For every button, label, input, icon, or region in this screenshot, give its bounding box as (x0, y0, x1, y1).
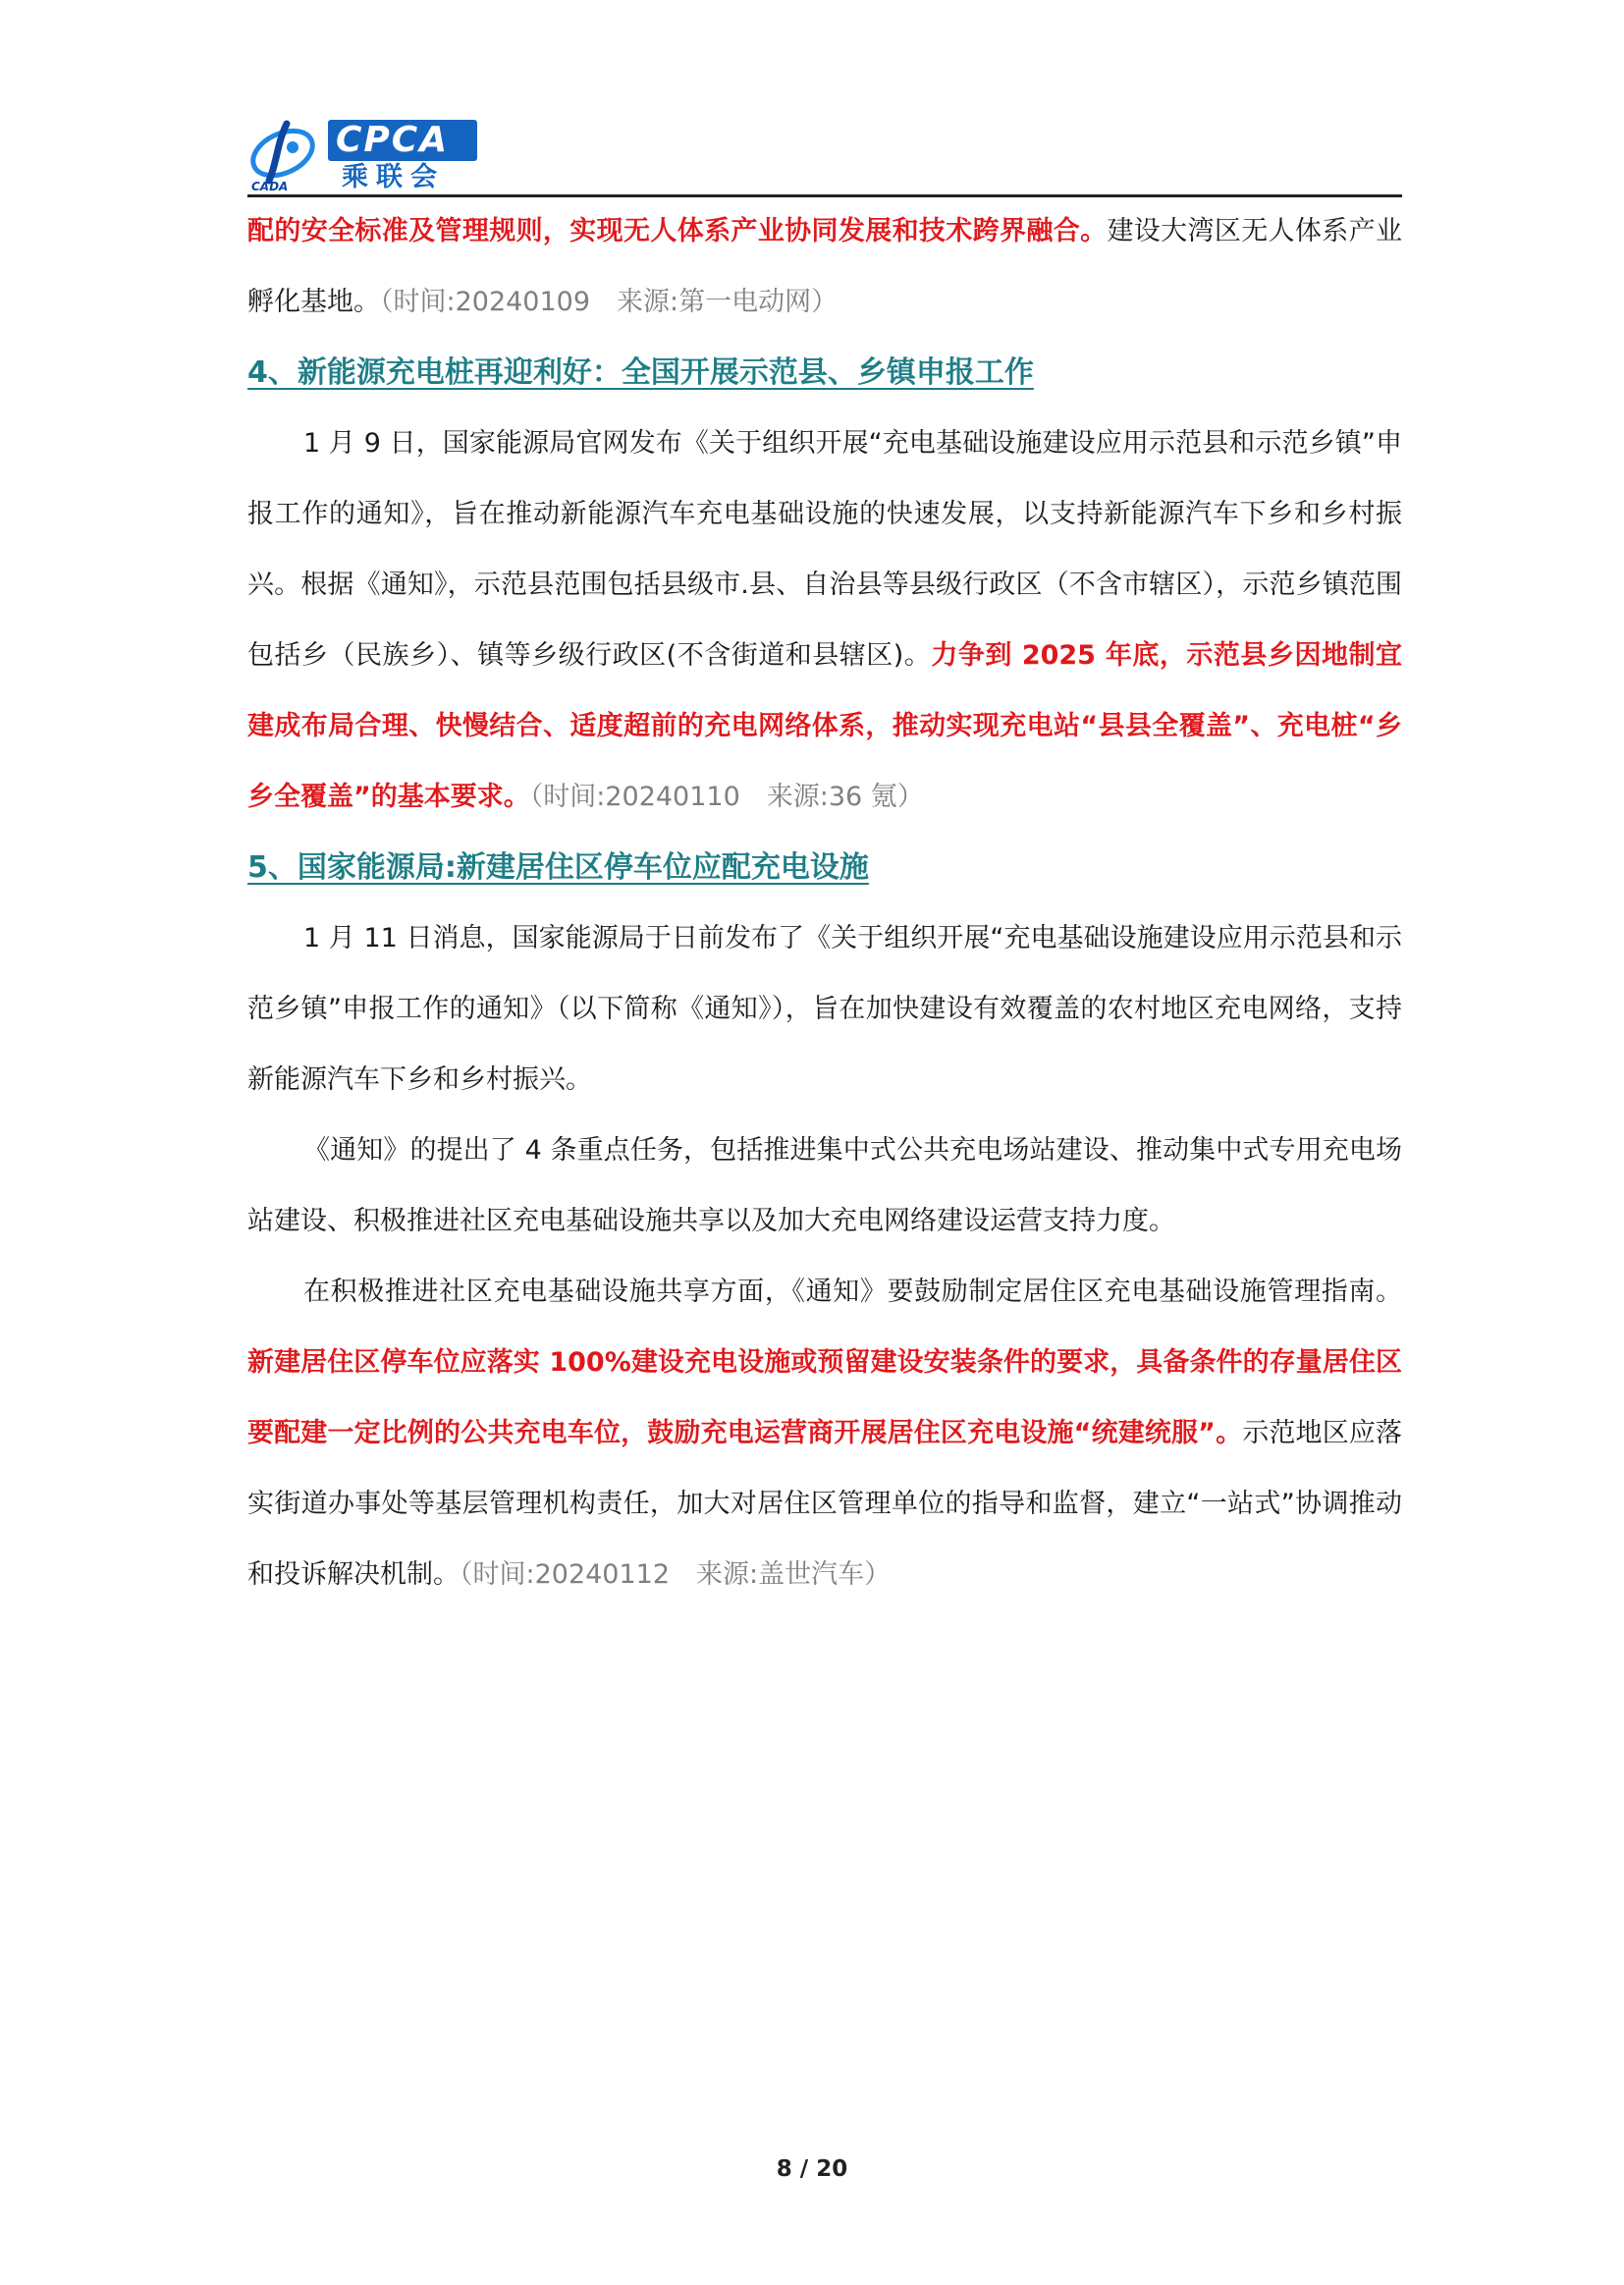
section-4-meta: （时间:20240110 来源:36 氪） (529, 782, 924, 812)
section-4-paragraph (247, 408, 1402, 833)
page-header (247, 116, 1402, 194)
intro-meta: （时间:20240109 来源:第一电动网） (380, 287, 839, 317)
section-5-paragraph-3 (247, 1257, 1402, 1610)
section-5-red-text: 新建居住区停车位应落实 100%建设充电设施或预留建设安装条件的要求，具备条件的存量居住区要配建一定比例的公共充电车位，鼓励充电运营商开展居住区充电设施“统建统服”。 (247, 1347, 1402, 1448)
logo-cpca-text: CPCA (336, 120, 450, 160)
page-number: 8 / 20 (776, 2156, 848, 2182)
cada-logo-mark (247, 118, 332, 192)
intro-paragraph (247, 196, 1402, 338)
section-4-red-text: 力争到 2025 年底，示范县乡因地制宜建成布局合理、快慢结合、适度超前的充电网络体系，推动实现充电站“县县全覆盖”、充电桩“乡乡全覆盖”的基本要求。 (247, 640, 1402, 812)
section-5-meta: （时间:20240112 来源:盖世汽车） (460, 1559, 892, 1590)
section-5-paragraph-1: 1 月 11 日消息，国家能源局于日前发布了《关于组织开展“充电基础设施建设应用示范县和示范乡镇”申报工作的通知》（以下简称《通知》），旨在加快建设有效覆盖的农村地区充电网络，支持新能源汽车下乡和乡村振兴。 (247, 923, 1402, 1095)
intro-text: 建设大湾区无人体系产业孵化基地。 (247, 216, 1403, 317)
section-4-heading: 4、新能源充电桩再迎利好：全国开展示范县、乡镇申报工作 (247, 355, 1034, 390)
document-body (247, 196, 1402, 1610)
section-4-text: 1 月 9 日，国家能源局官网发布《关于组织开展“充电基础设施建设应用示范县和示范乡镇”申报工作的通知》，旨在推动新能源汽车充电基础设施的快速发展，以支持新能源汽车下乡和乡村振兴。根据《通知》，示范县范围包括县级市.县、自治县等县级行政区（不含市辖区），示范乡镇范围包括乡（民族乡）、镇等乡级行政区(不含街道和县辖区)。 (247, 428, 1402, 671)
section-5-paragraph-2: 《通知》的提出了 4 条重点任务，包括推进集中式公共充电场站建设、推动集中式专用充电场站建设、积极推进社区充电基础设施共享以及加大充电网络建设运营支持力度。 (247, 1135, 1402, 1236)
cada-logo-text: CADA (251, 180, 289, 192)
logo-cn-text: 乘联会 (342, 162, 445, 192)
section-5-tail-text: 示范地区应落实街道办事处等基层管理机构责任，加大对居住区管理单位的指导和监督，建立“一站式”协调推动和投诉解决机制。 (247, 1418, 1402, 1590)
intro-red-text: 配的安全标准及管理规则，实现无人体系产业协同发展和技术跨界融合。 (247, 216, 1108, 246)
section-5-heading: 5、国家能源局:新建居住区停车位应配充电设施 (247, 850, 869, 885)
section-5-text: 在积极推进社区充电基础设施共享方面，《通知》要鼓励制定居住区充电基础设施管理指南。 (303, 1277, 1402, 1307)
cpca-logo (247, 116, 483, 194)
